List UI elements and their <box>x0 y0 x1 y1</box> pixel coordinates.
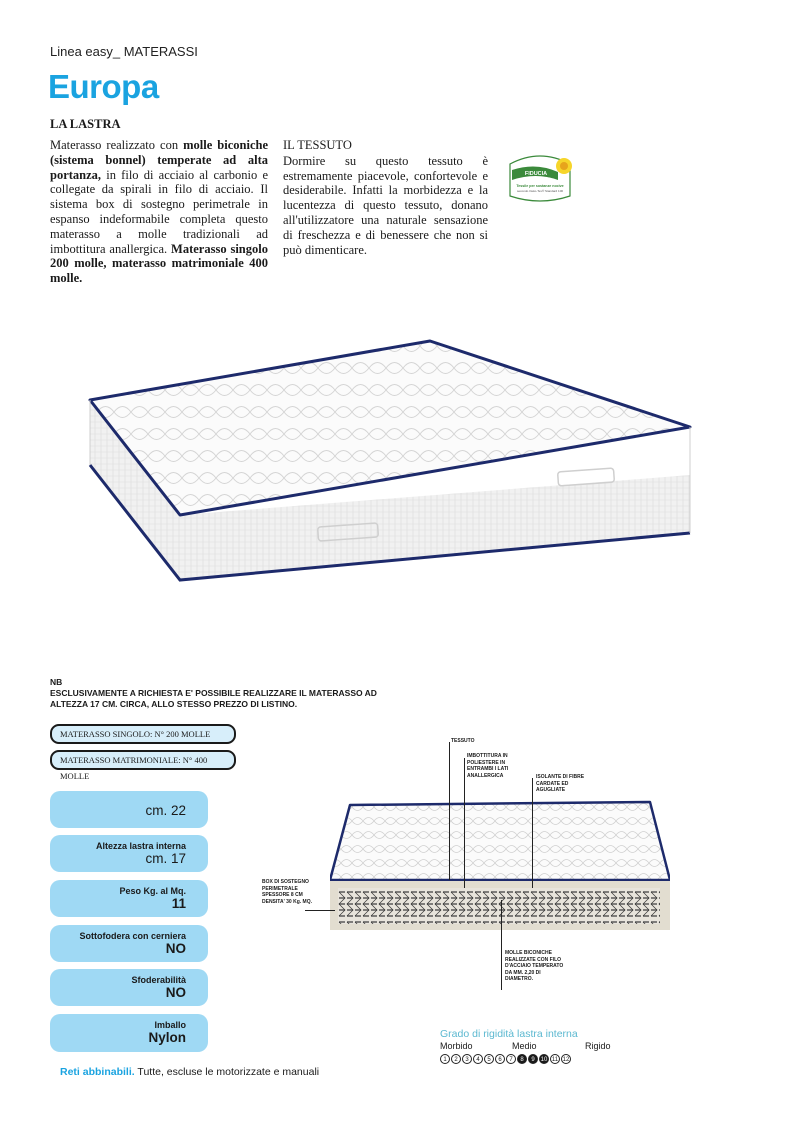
ann-molle: MOLLE BICONICHE REALIZZATE CON FILO D'ACCIAIO TEMPERATO DA MM. 2,20 DI DIAMETRO. <box>505 950 564 982</box>
firmness-level-11: 11 <box>550 1054 560 1064</box>
firmness-levels <box>440 1054 571 1064</box>
spec-weight <box>50 880 208 917</box>
spec-zip-cover <box>50 925 208 962</box>
description-column <box>50 138 268 286</box>
firmness-level-10: 10 <box>539 1054 549 1064</box>
spec-inner-height-label: Altezza lastra interna <box>95 841 186 851</box>
seal-line1: FIDUCIA <box>524 171 548 177</box>
spec-inner-height-value: cm. 17 <box>145 851 186 866</box>
spec-removable <box>50 969 208 1006</box>
ann-tessuto: TESSUTO <box>451 738 475 744</box>
spec-height-value: cm. 22 <box>145 803 186 818</box>
firmness-soft: Morbido <box>440 1041 473 1051</box>
mattress-image <box>80 335 720 585</box>
spring-count-double: MATERASSO MATRIMONIALE: N° 400 MOLLE <box>50 750 236 770</box>
description-bold-2: Materasso singolo 200 molle, materasso matrimoniale 400 molle. <box>50 241 268 286</box>
spring-count-single: MATERASSO SINGOLO: N° 200 MOLLE <box>50 724 236 744</box>
ann-isolante: ISOLANTE DI FIBRE CARDATE ED AGUGLIATE <box>536 774 585 793</box>
note-block <box>50 677 450 710</box>
spec-packaging-label: Imballo <box>154 1020 186 1030</box>
product-title: Europa <box>48 68 159 105</box>
spec-removable-label: Sfoderabilità <box>131 975 186 985</box>
compatible-bases <box>60 1066 319 1078</box>
spec-removable-value: NO <box>165 985 186 1000</box>
seal-line4: secondo Oeko-Tex® Standard 100 <box>516 189 564 193</box>
spec-zip-cover-value: NO <box>165 941 186 956</box>
firmness-medium: Medio <box>512 1041 537 1051</box>
description-text-2: in filo di acciaio al carbonio e collegate da spirali in filo di acciaio. Il sistema box di sostegno perimetrale in espanso indeformabile completa questo materasso a molle tradizionali ad imbottitura anallergica. <box>50 167 268 256</box>
fabric-heading: IL TESSUTO <box>283 138 352 152</box>
firmness-level-7: 7 <box>506 1054 516 1064</box>
spec-inner-height <box>50 835 208 872</box>
spec-weight-label: Peso Kg. al Mq. <box>119 886 186 896</box>
firmness-level-5: 5 <box>484 1054 494 1064</box>
ann-box: BOX DI SOSTEGNO PERIMETRALE SPESSORE 8 CM DENSITA' 30 Kg. MQ. <box>262 879 312 905</box>
spec-weight-value: 11 <box>171 896 186 911</box>
oeko-tex-seal <box>500 150 580 202</box>
seal-line3: Tessile per sostanze nocive <box>516 184 564 188</box>
compatible-bases-key: Reti abbinabili. <box>60 1066 135 1078</box>
firmness-rigid: Rigido <box>585 1041 611 1051</box>
firmness-level-12: 12 <box>561 1054 571 1064</box>
fabric-column <box>283 138 488 257</box>
spec-height <box>50 791 208 828</box>
note-text-2: ALTEZZA 17 CM. CIRCA, ALLO STESSO PREZZO DI LISTINO. <box>50 699 298 709</box>
firmness-title: Grado di rigidità lastra interna <box>440 1028 578 1040</box>
series-label: Linea easy_ MATERASSI <box>50 44 198 59</box>
description-bold-1: molle biconiche (sistema bonnel) temperate ad alta portanza, <box>50 138 268 182</box>
compatible-bases-text: Tutte, escluse le motorizzate e manuali <box>134 1066 320 1078</box>
seal-line2: NEL TESSILE <box>521 176 551 182</box>
firmness-level-2: 2 <box>451 1054 461 1064</box>
subheading: LA LASTRA <box>50 117 121 131</box>
note-text-1: ESCLUSIVAMENTE A RICHIESTA E' POSSIBILE REALIZZARE IL MATERASSO AD <box>50 688 377 698</box>
firmness-level-9: 9 <box>528 1054 538 1064</box>
firmness-level-6: 6 <box>495 1054 505 1064</box>
firmness-level-8: 8 <box>517 1054 527 1064</box>
cutaway-diagram <box>330 800 670 940</box>
spec-packaging-value: Nylon <box>148 1030 186 1045</box>
firmness-level-3: 3 <box>462 1054 472 1064</box>
spec-packaging <box>50 1014 208 1052</box>
spec-zip-cover-label: Sottofodera con cerniera <box>79 931 186 941</box>
note-label: NB <box>50 677 63 687</box>
firmness-level-4: 4 <box>473 1054 483 1064</box>
ann-imbottitura: IMBOTTITURA IN POLIESTERE IN ENTRAMBI I LATI ANALLERGICA <box>467 753 509 779</box>
description-text-1: Materasso realizzato con <box>50 138 184 152</box>
firmness-level-1: 1 <box>440 1054 450 1064</box>
fabric-text: Dormire su questo tessuto è estremamente piacevole, confortevole e desiderabile. Infatti la morbidezza e la lucentezza di questo tessuto, donano all'utilizzatore una naturale sensazione di freschezza e di benessere che non si può dimenticare. <box>283 153 488 257</box>
